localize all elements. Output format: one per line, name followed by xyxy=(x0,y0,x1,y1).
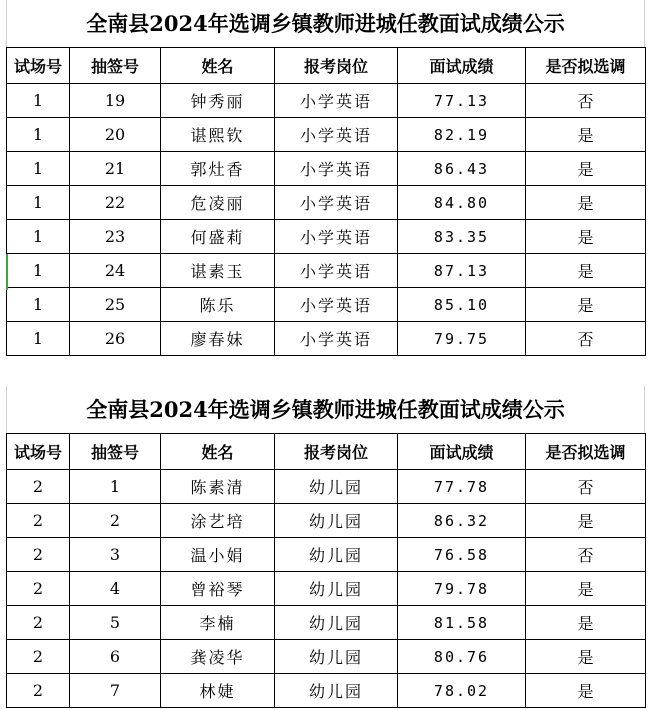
column-header: 姓名 xyxy=(161,48,275,84)
name-cell[interactable]: 谌熙钦 xyxy=(161,118,275,152)
score-table xyxy=(6,47,646,356)
column-header: 报考岗位 xyxy=(275,48,398,84)
name-cell[interactable]: 温小娟 xyxy=(161,538,275,572)
score-table xyxy=(6,433,646,708)
exam-room-cell[interactable]: 2 xyxy=(7,674,70,708)
score-cell[interactable]: 79.75 xyxy=(398,322,526,356)
score-cell[interactable]: 76.58 xyxy=(398,538,526,572)
score-cell[interactable]: 86.32 xyxy=(398,504,526,538)
column-header: 是否拟选调 xyxy=(526,434,646,470)
draw-number-cell[interactable]: 1 xyxy=(70,470,161,504)
name-cell[interactable]: 廖春妹 xyxy=(161,322,275,356)
draw-number-cell[interactable]: 20 xyxy=(70,118,161,152)
position-cell[interactable]: 小学英语 xyxy=(275,118,398,152)
header-row xyxy=(7,48,646,84)
score-cell[interactable]: 77.13 xyxy=(398,84,526,118)
sheet-title: 全南县2024年选调乡镇教师进城任教面试成绩公示 xyxy=(6,386,645,433)
exam-room-cell[interactable]: 1 xyxy=(7,84,70,118)
name-cell[interactable]: 涂艺培 xyxy=(161,504,275,538)
name-cell[interactable]: 龚凌华 xyxy=(161,640,275,674)
table-row xyxy=(7,254,646,288)
exam-room-cell[interactable]: 1 xyxy=(7,118,70,152)
selected-cell[interactable]: 是 xyxy=(526,288,646,322)
sheet-title: 全南县2024年选调乡镇教师进城任教面试成绩公示 xyxy=(6,0,645,47)
position-cell[interactable]: 幼儿园 xyxy=(275,504,398,538)
draw-number-cell[interactable]: 4 xyxy=(70,572,161,606)
column-header: 抽签号 xyxy=(70,434,161,470)
draw-number-cell[interactable]: 24 xyxy=(70,254,161,288)
position-cell[interactable]: 小学英语 xyxy=(275,152,398,186)
exam-room-cell[interactable]: 1 xyxy=(7,322,70,356)
draw-number-cell[interactable]: 21 xyxy=(70,152,161,186)
exam-room-cell[interactable]: 1 xyxy=(7,254,70,288)
score-sheet-1 xyxy=(6,0,645,356)
header-row xyxy=(7,434,646,470)
draw-number-cell[interactable]: 23 xyxy=(70,220,161,254)
exam-room-cell[interactable]: 1 xyxy=(7,186,70,220)
name-cell[interactable]: 林婕 xyxy=(161,674,275,708)
selected-cell[interactable]: 是 xyxy=(526,118,646,152)
name-cell[interactable]: 陈素清 xyxy=(161,470,275,504)
exam-room-cell[interactable]: 1 xyxy=(7,220,70,254)
selected-cell[interactable]: 是 xyxy=(526,186,646,220)
position-cell[interactable]: 小学英语 xyxy=(275,220,398,254)
table-row xyxy=(7,640,646,674)
exam-room-cell[interactable]: 2 xyxy=(7,470,70,504)
exam-room-cell[interactable]: 2 xyxy=(7,504,70,538)
column-header: 试场号 xyxy=(7,434,70,470)
position-cell[interactable]: 幼儿园 xyxy=(275,606,398,640)
column-header: 面试成绩 xyxy=(398,48,526,84)
name-cell[interactable]: 危凌丽 xyxy=(161,186,275,220)
table-row xyxy=(7,118,646,152)
exam-room-cell[interactable]: 2 xyxy=(7,538,70,572)
selected-cell[interactable]: 是 xyxy=(526,254,646,288)
position-cell[interactable]: 幼儿园 xyxy=(275,674,398,708)
column-header: 面试成绩 xyxy=(398,434,526,470)
sheet-gap xyxy=(0,358,651,386)
table-row xyxy=(7,152,646,186)
column-header: 试场号 xyxy=(7,48,70,84)
draw-number-cell[interactable]: 2 xyxy=(70,504,161,538)
draw-number-cell[interactable]: 5 xyxy=(70,606,161,640)
draw-number-cell[interactable]: 7 xyxy=(70,674,161,708)
selected-cell[interactable]: 是 xyxy=(526,220,646,254)
selected-cell[interactable]: 是 xyxy=(526,572,646,606)
draw-number-cell[interactable]: 19 xyxy=(70,84,161,118)
position-cell[interactable]: 小学英语 xyxy=(275,254,398,288)
table-row xyxy=(7,674,646,708)
column-header: 报考岗位 xyxy=(275,434,398,470)
column-header: 姓名 xyxy=(161,434,275,470)
score-cell[interactable]: 83.35 xyxy=(398,220,526,254)
table-row xyxy=(7,606,646,640)
name-cell[interactable]: 陈乐 xyxy=(161,288,275,322)
draw-number-cell[interactable]: 3 xyxy=(70,538,161,572)
table-row xyxy=(7,84,646,118)
score-cell[interactable]: 87.13 xyxy=(398,254,526,288)
table-row xyxy=(7,322,646,356)
position-cell[interactable]: 小学英语 xyxy=(275,84,398,118)
selected-cell-marker xyxy=(6,254,8,290)
position-cell[interactable]: 小学英语 xyxy=(275,186,398,220)
exam-room-cell[interactable]: 2 xyxy=(7,640,70,674)
position-cell[interactable]: 小学英语 xyxy=(275,288,398,322)
table-row xyxy=(7,504,646,538)
table-row xyxy=(7,538,646,572)
position-cell[interactable]: 幼儿园 xyxy=(275,572,398,606)
score-cell[interactable]: 84.80 xyxy=(398,186,526,220)
score-cell[interactable]: 86.43 xyxy=(398,152,526,186)
exam-room-cell[interactable]: 1 xyxy=(7,152,70,186)
selected-cell[interactable]: 否 xyxy=(526,538,646,572)
selected-cell[interactable]: 是 xyxy=(526,152,646,186)
position-cell[interactable]: 幼儿园 xyxy=(275,538,398,572)
table-row xyxy=(7,186,646,220)
score-cell[interactable]: 81.58 xyxy=(398,606,526,640)
table-row xyxy=(7,470,646,504)
selected-cell[interactable]: 否 xyxy=(526,84,646,118)
score-cell[interactable]: 78.02 xyxy=(398,674,526,708)
column-header: 抽签号 xyxy=(70,48,161,84)
position-cell[interactable]: 幼儿园 xyxy=(275,640,398,674)
name-cell[interactable]: 钟秀丽 xyxy=(161,84,275,118)
draw-number-cell[interactable]: 26 xyxy=(70,322,161,356)
name-cell[interactable]: 郭灶香 xyxy=(161,152,275,186)
exam-room-cell[interactable]: 1 xyxy=(7,288,70,322)
score-cell[interactable]: 77.78 xyxy=(398,470,526,504)
score-cell[interactable]: 85.10 xyxy=(398,288,526,322)
selected-cell[interactable]: 否 xyxy=(526,470,646,504)
draw-number-cell[interactable]: 6 xyxy=(70,640,161,674)
table-row xyxy=(7,220,646,254)
name-cell[interactable]: 谌素玉 xyxy=(161,254,275,288)
selected-cell[interactable]: 是 xyxy=(526,640,646,674)
exam-room-cell[interactable]: 2 xyxy=(7,572,70,606)
table-row xyxy=(7,572,646,606)
score-sheet-2 xyxy=(6,386,645,708)
name-cell[interactable]: 何盛莉 xyxy=(161,220,275,254)
position-cell[interactable]: 小学英语 xyxy=(275,322,398,356)
table-row xyxy=(7,288,646,322)
selected-cell[interactable]: 否 xyxy=(526,322,646,356)
selected-cell[interactable]: 是 xyxy=(526,606,646,640)
draw-number-cell[interactable]: 22 xyxy=(70,186,161,220)
score-cell[interactable]: 79.78 xyxy=(398,572,526,606)
exam-room-cell[interactable]: 2 xyxy=(7,606,70,640)
score-cell[interactable]: 82.19 xyxy=(398,118,526,152)
draw-number-cell[interactable]: 25 xyxy=(70,288,161,322)
selected-cell[interactable]: 是 xyxy=(526,504,646,538)
selected-cell[interactable]: 是 xyxy=(526,674,646,708)
score-cell[interactable]: 80.76 xyxy=(398,640,526,674)
position-cell[interactable]: 幼儿园 xyxy=(275,470,398,504)
name-cell[interactable]: 曾裕琴 xyxy=(161,572,275,606)
column-header: 是否拟选调 xyxy=(526,48,646,84)
name-cell[interactable]: 李楠 xyxy=(161,606,275,640)
